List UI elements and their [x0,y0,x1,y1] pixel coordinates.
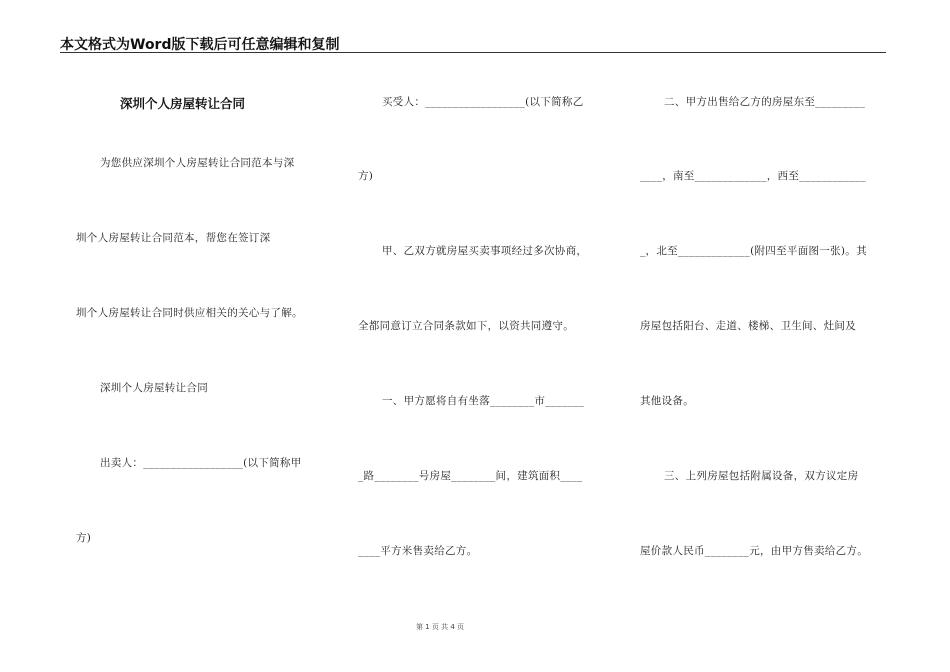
text-line: 屋价款人民币________元，由甲方售卖给乙方。 [640,545,868,557]
text-line: _路________号房屋________间，建筑面积____ [358,470,583,482]
text-line: 出卖人：__________________(以下简称甲 [100,457,302,469]
text-line: 方) [358,170,374,182]
text-line: 圳个人房屋转让合同时供应相关的关心与了解。 [76,307,303,319]
text-line: 一、甲方愿将自有坐落________市_______ [382,395,585,407]
document-title: 深圳个人房屋转让合同 [120,96,246,111]
text-column-3 [640,0,895,672]
document-header: 本文格式为Word版下载后可任意编辑和复制 [60,37,340,53]
text-line: 买受人：__________________(以下简称乙 [382,96,584,108]
text-column-2 [358,0,613,672]
text-line: 房屋包括阳台、走道、楼梯、卫生间、灶间及 [640,320,856,332]
text-line: 甲、乙双方就房屋买卖事项经过多次协商， [382,245,588,257]
text-line: 全都同意订立合同条款如下，以资共同遵守。 [358,320,574,332]
text-line: 二、甲方出售给乙方的房屋东至_________ [664,96,866,108]
text-line: _，北至_____________(附四至平面图一张)。其 [640,245,867,257]
text-line: 为您供应深圳个人房屋转让合同范本与深 [100,157,295,169]
text-line: ____，南至_____________，西至____________ [640,170,866,182]
text-line: 圳个人房屋转让合同范本，帮您在签订深 [76,232,271,244]
text-line: 方) [76,532,92,544]
text-column-1 [76,0,331,672]
text-line: 三、上列房屋包括附属设备，双方议定房 [664,470,859,482]
text-line: ____平方米售卖给乙方。 [358,545,478,557]
text-line: 其他设备。 [640,395,694,407]
page-number: 第 1 页 共 4 页 [415,623,465,631]
text-line: 深圳个人房屋转让合同 [100,382,208,394]
